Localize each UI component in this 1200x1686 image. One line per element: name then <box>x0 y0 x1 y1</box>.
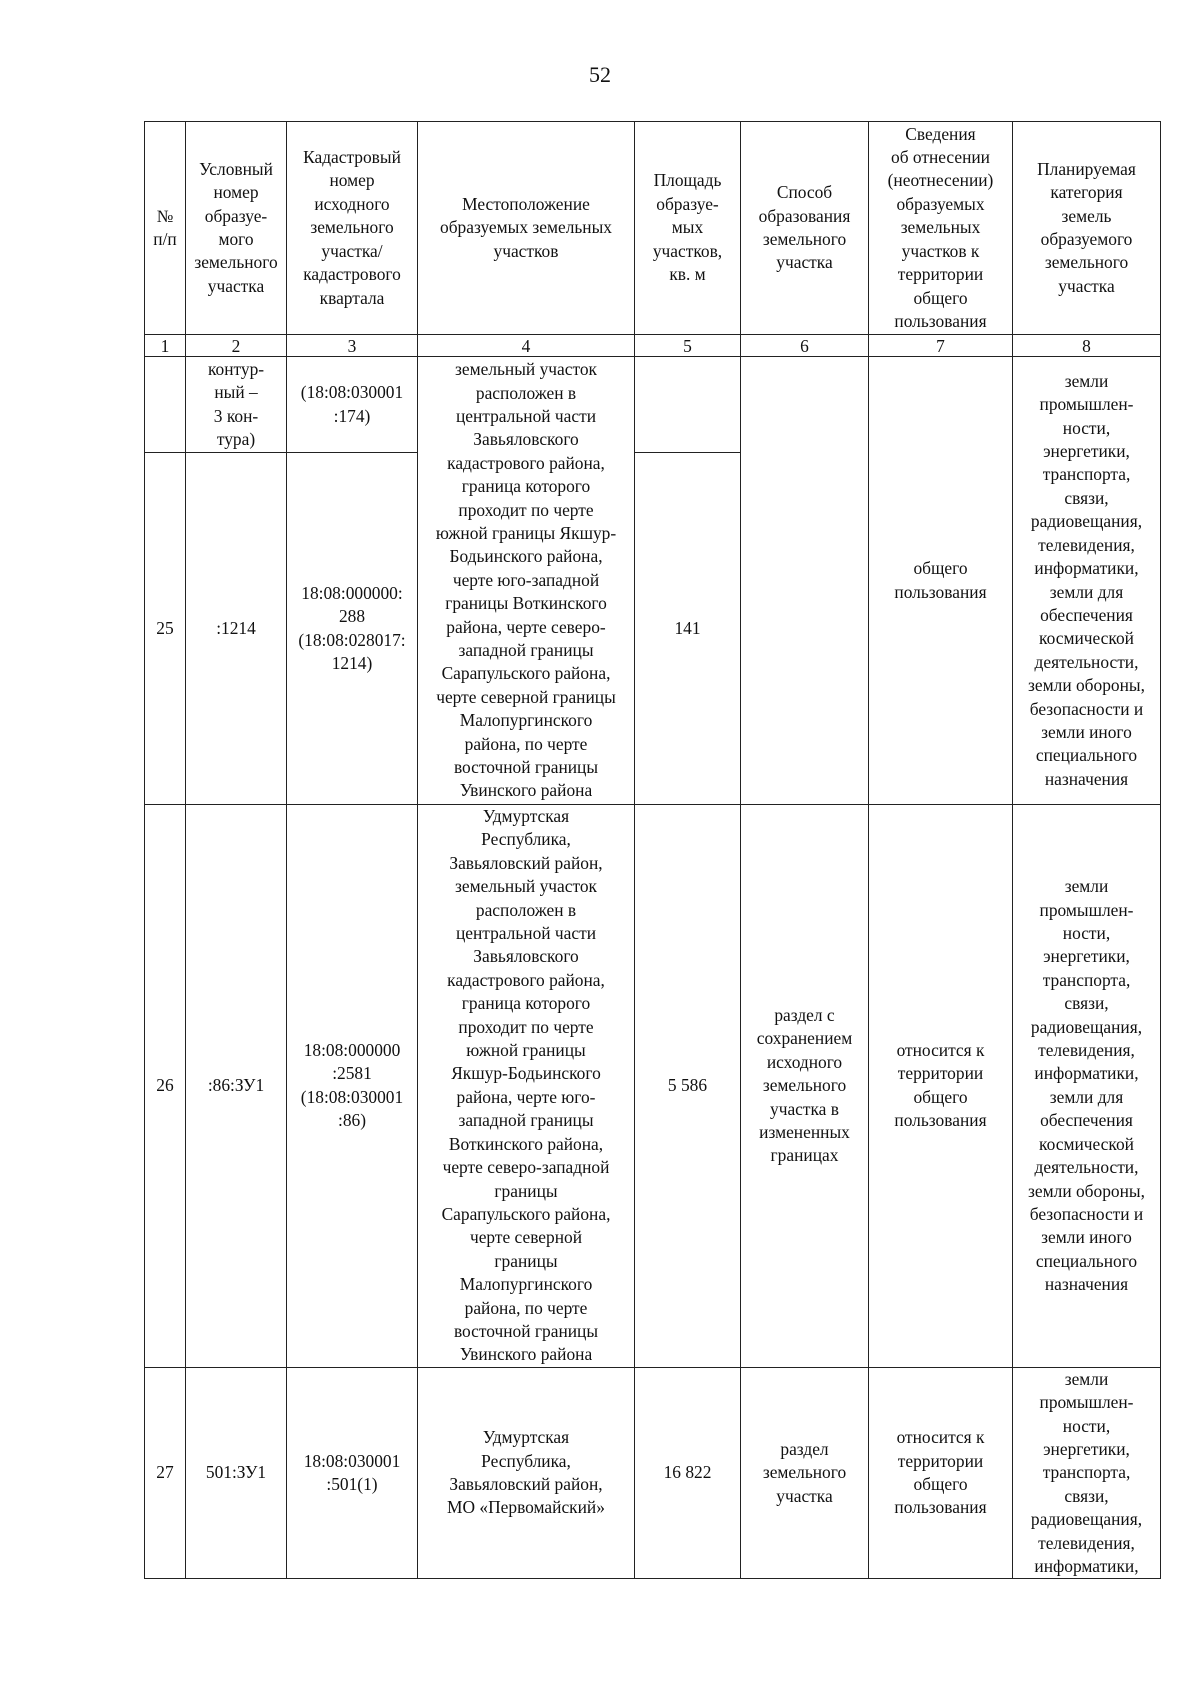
location-cell: земельный участок расположен в центральной части Завьяловского кадастрового района, граница которого проходит по черте южной границы Якшур- Бодьинского района, черте юго-западной границы Воткинского района, черте северо- западной границы Сарапульского района, черте северной границы Малопургинского района, по черте восточной границы Увинского района <box>418 357 635 805</box>
page-number: 52 <box>589 62 611 87</box>
header-cell-location: Местоположение образуемых земельных участков <box>418 122 635 335</box>
column-number-cell: 7 <box>869 335 1013 357</box>
cadastral-number-cell: 18:08:000000 :2581 (18:08:030001 :86) <box>287 805 418 1368</box>
header-cell-index: № п/п <box>145 122 186 335</box>
public-use-cell: относится к территории общего пользования <box>869 805 1013 1368</box>
column-number-cell: 1 <box>145 335 186 357</box>
method-cell: раздел с сохранением исходного земельного участка в измененных границах <box>741 805 869 1368</box>
header-cell-method: Способ образования земельного участка <box>741 122 869 335</box>
column-number-cell: 2 <box>186 335 287 357</box>
plot-number-cell: :86:ЗУ1 <box>186 805 287 1368</box>
method-cell <box>741 357 869 805</box>
area-cell <box>635 357 741 453</box>
header-cell-area: Площадь образуе- мых участков, кв. м <box>635 122 741 335</box>
table-row-27 <box>145 1367 1161 1579</box>
public-use-cell: относится к территории общего пользования <box>869 1367 1013 1579</box>
table-row-24-continued <box>145 357 1161 453</box>
index-cell <box>145 357 186 453</box>
index-cell: 27 <box>145 1367 186 1579</box>
index-cell: 26 <box>145 805 186 1368</box>
plot-number-cell: :1214 <box>186 453 287 805</box>
cadastral-number-cell: 18:08:030001 :501(1) <box>287 1367 418 1579</box>
column-number-cell: 5 <box>635 335 741 357</box>
location-cell: Удмуртская Республика, Завьяловский район, МО «Первомайский» <box>418 1367 635 1579</box>
header-cell-cadastral-number: Кадастровый номер исходного земельного участка/ кадастрового квартала <box>287 122 418 335</box>
column-number-cell: 4 <box>418 335 635 357</box>
location-cell: Удмуртская Республика, Завьяловский район, земельный участок расположен в центральной части Завьяловского кадастрового района, граница которого проходит по черте южной границы Якшур-Бодьинского района, черте юго- западной границы Воткинского района, черте северо-западной границы Сарапульского района, черте северной границы Малопургинского района, по черте восточной границы Увинского района <box>418 805 635 1368</box>
cadastral-number-cell: 18:08:000000: 288 (18:08:028017: 1214) <box>287 453 418 805</box>
category-cell: земли промышлен- ности, энергетики, транспорта, связи, радиовещания, телевидения, информатики, земли для обеспечения космической деятельности, земли обороны, безопасности и земли иного специального назначения <box>1013 805 1161 1368</box>
area-cell: 5 586 <box>635 805 741 1368</box>
public-use-cell: общего пользования <box>869 357 1013 805</box>
plot-number-cell: 501:ЗУ1 <box>186 1367 287 1579</box>
header-cell-plot-number: Условный номер образуе- мого земельного участка <box>186 122 287 335</box>
category-cell: земли промышлен- ности, энергетики, транспорта, связи, радиовещания, телевидения, информатики, <box>1013 1367 1161 1579</box>
header-cell-category: Планируемая категория земель образуемого земельного участка <box>1013 122 1161 335</box>
column-numbers-row <box>145 335 1161 357</box>
cadastral-number-cell: (18:08:030001 :174) <box>287 357 418 453</box>
plot-number-cell: контур- ный – 3 кон- тура) <box>186 357 287 453</box>
land-plots-table <box>144 121 1161 1579</box>
table-row-26 <box>145 805 1161 1368</box>
table-header-row <box>145 122 1161 335</box>
method-cell: раздел земельного участка <box>741 1367 869 1579</box>
area-cell: 16 822 <box>635 1367 741 1579</box>
column-number-cell: 8 <box>1013 335 1161 357</box>
index-cell: 25 <box>145 453 186 805</box>
column-number-cell: 3 <box>287 335 418 357</box>
header-cell-public-use: Сведения об отнесении (неотнесении) образуемых земельных участков к территории общего пользования <box>869 122 1013 335</box>
category-cell: земли промышлен- ности, энергетики, транспорта, связи, радиовещания, телевидения, информатики, земли для обеспечения космической деятельности, земли обороны, безопасности и земли иного специального назначения <box>1013 357 1161 805</box>
area-cell: 141 <box>635 453 741 805</box>
column-number-cell: 6 <box>741 335 869 357</box>
